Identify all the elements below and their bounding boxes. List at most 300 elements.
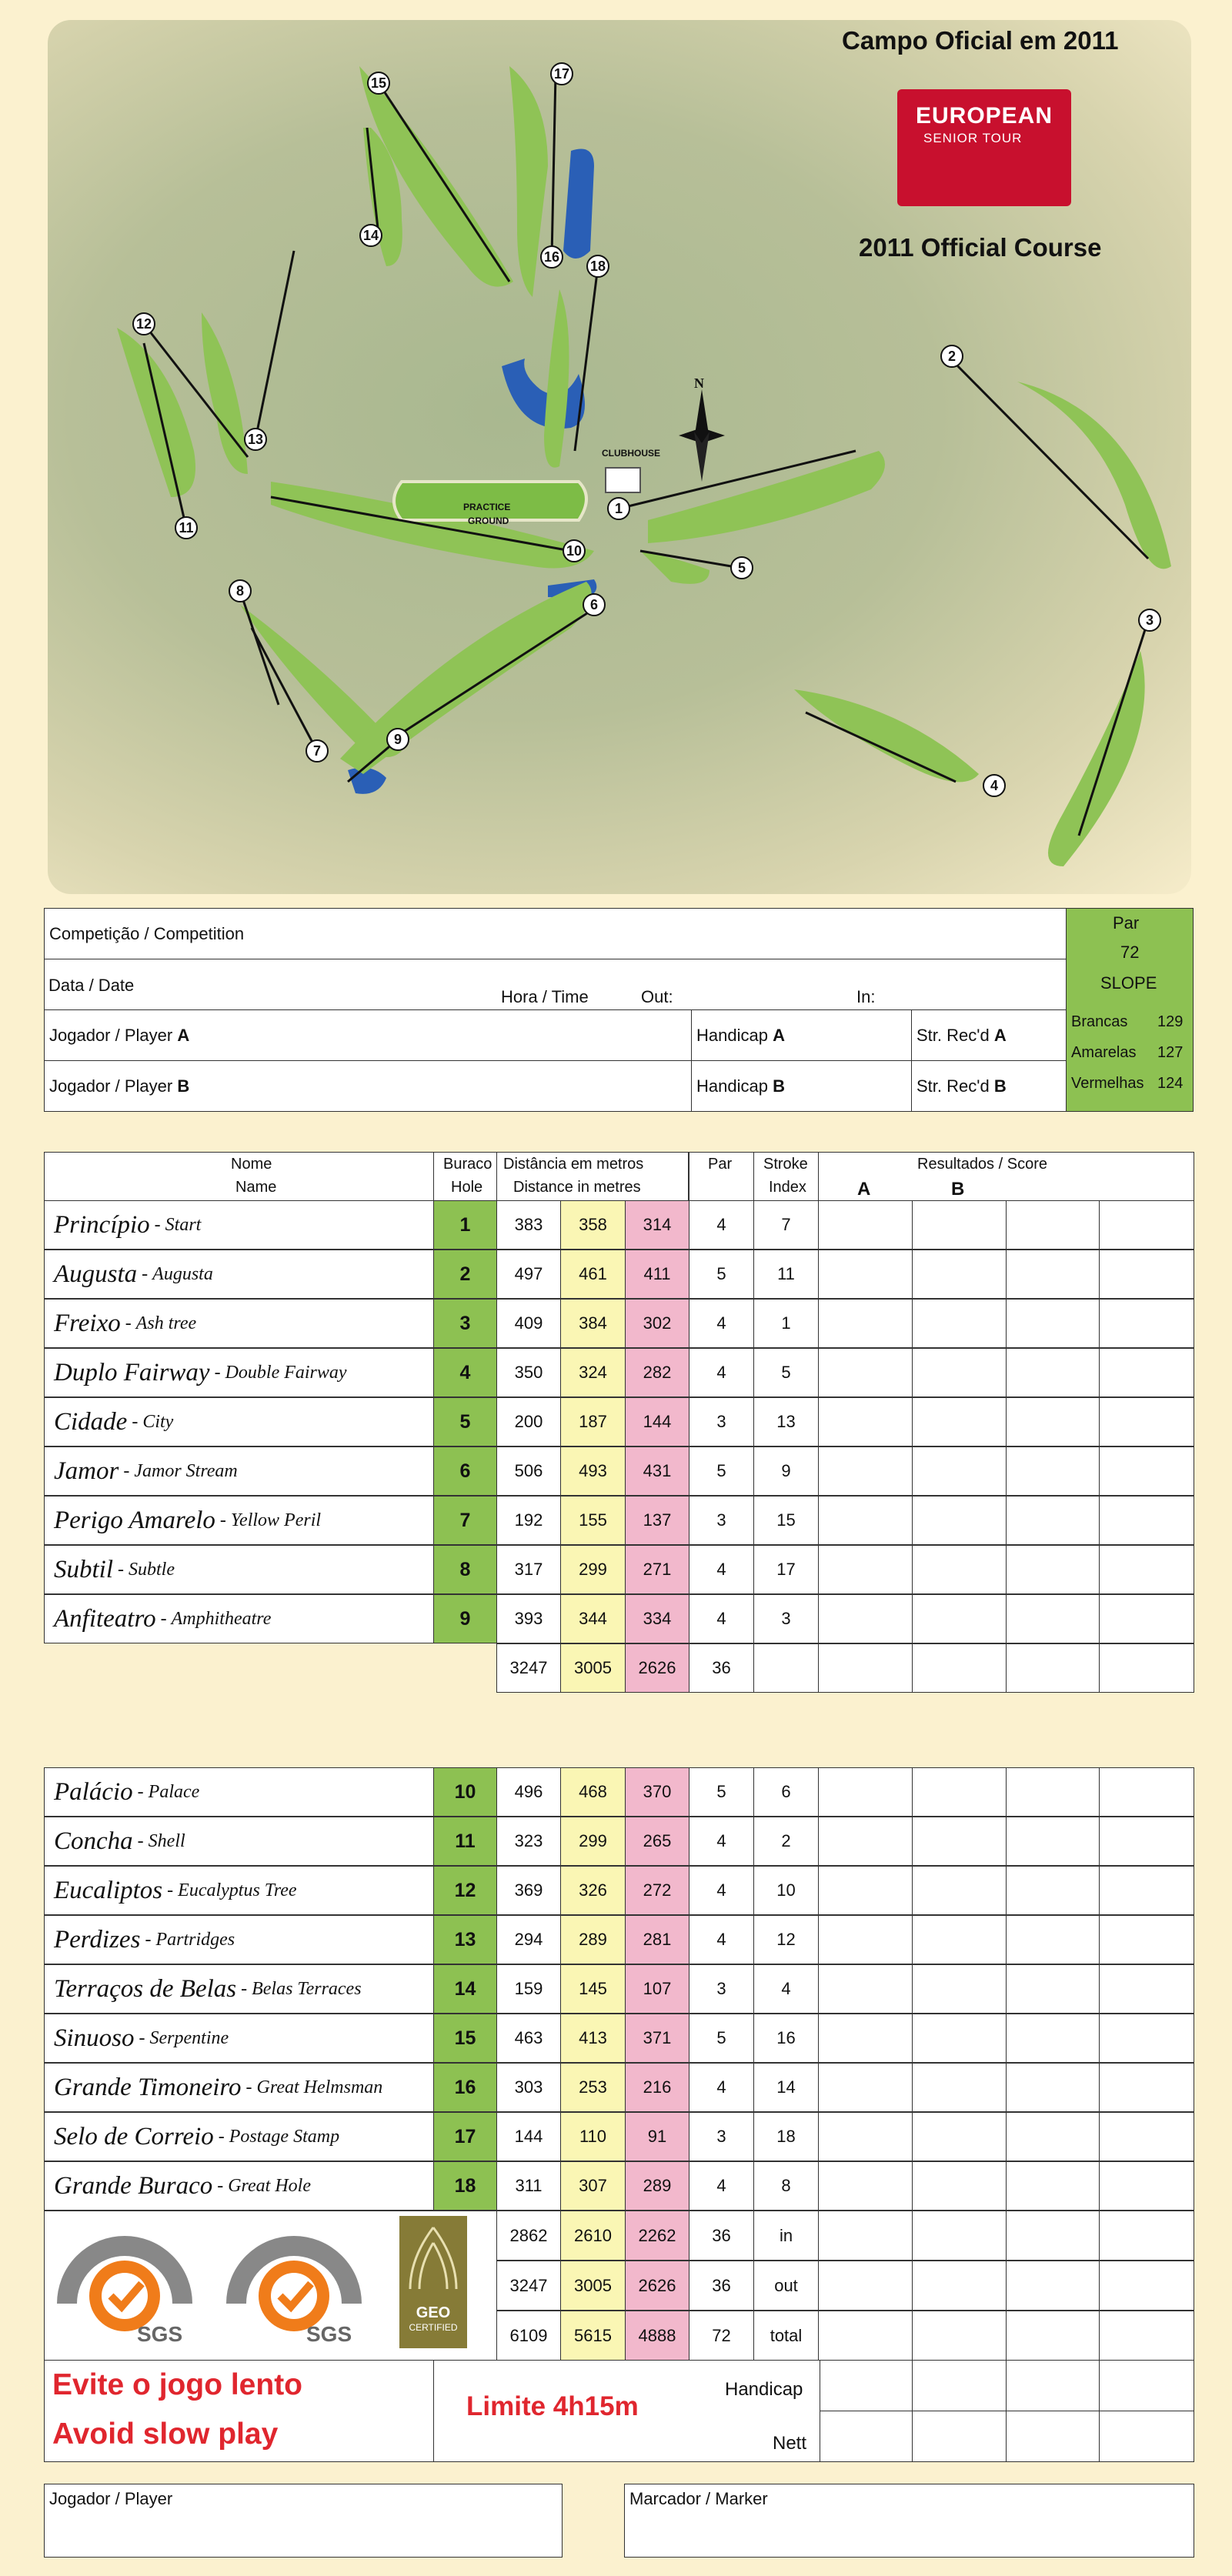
score-cell[interactable] (818, 1348, 913, 1397)
hole-name-separator: - (134, 2027, 150, 2048)
hole-name-en: Shell (148, 1830, 185, 1851)
score-cell[interactable] (818, 1866, 913, 1915)
score-cell[interactable] (1006, 2360, 1100, 2411)
hole-name-en: Augusta (152, 1263, 213, 1284)
fairway-4 (794, 689, 979, 782)
hole-marker: 2 (940, 345, 963, 368)
stroke-index: 10 (753, 1866, 819, 1915)
score-cell[interactable] (818, 2211, 913, 2261)
hole-par: 4 (689, 2063, 754, 2112)
strec-a-field[interactable]: Str. Rec'd A (911, 1009, 1067, 1061)
distance-red: 272 (625, 1866, 689, 1915)
stroke-index: 13 (753, 1397, 819, 1446)
hole-name (44, 1866, 434, 1915)
distance-yellow: 110 (560, 2112, 626, 2161)
slow-play-pt: Evite o jogo lento (52, 2368, 303, 2401)
header-label: Stroke (763, 1156, 808, 1173)
score-cell[interactable] (912, 1866, 1007, 1915)
distance-yellow: 413 (560, 2014, 626, 2063)
hole-marker: 6 (583, 593, 606, 616)
total-par: 36 (689, 1643, 754, 1693)
hole-name-pt: Sinuoso (54, 2024, 135, 2052)
score-cell[interactable] (1006, 2063, 1100, 2112)
slope-yellow-value: 127 (1157, 1044, 1184, 1061)
score-cell[interactable] (1006, 2112, 1100, 2161)
hole-par: 5 (689, 1250, 754, 1299)
stroke-index: 17 (753, 1545, 819, 1594)
total-yellow: 5615 (560, 2311, 626, 2361)
stroke-index: 7 (753, 1200, 819, 1250)
slope-yellow-name: Amarelas (1071, 1044, 1137, 1061)
score-cell[interactable] (1006, 1250, 1100, 1299)
distance-yellow: 307 (560, 2161, 626, 2211)
hole-name-en: Eucalyptus Tree (178, 1880, 297, 1900)
score-cell[interactable] (1099, 2311, 1194, 2361)
score-cell[interactable] (912, 1299, 1007, 1348)
score-cell[interactable] (912, 1964, 1007, 2014)
score-cell[interactable] (1006, 1545, 1100, 1594)
hole-marker: 16 (540, 245, 563, 269)
score-cell[interactable] (1006, 2161, 1100, 2211)
hole-par: 3 (689, 2112, 754, 2161)
distance-white: 369 (496, 1866, 561, 1915)
hole-name-en: Partridges (155, 1929, 235, 1950)
score-cell[interactable] (818, 1817, 913, 1866)
hole-name (44, 1200, 434, 1250)
score-cell[interactable] (912, 2411, 1007, 2462)
header-label: Distance in metres (513, 1179, 641, 1196)
score-cell[interactable] (912, 1545, 1007, 1594)
slow-play-en: Avoid slow play (52, 2418, 279, 2451)
score-cell[interactable] (912, 2211, 1007, 2261)
distance-white: 350 (496, 1348, 561, 1397)
score-cell[interactable] (1006, 1348, 1100, 1397)
stroke-index: 8 (753, 2161, 819, 2211)
score-cell[interactable] (912, 2112, 1007, 2161)
hole-name-separator: - (132, 1830, 149, 1851)
total-yellow: 3005 (560, 1643, 626, 1693)
hole-par: 4 (689, 1200, 754, 1250)
handicap-b-field[interactable]: Handicap B (691, 1060, 912, 1112)
hole-par: 5 (689, 2014, 754, 2063)
score-cell[interactable] (1099, 2211, 1194, 2261)
hole-name-pt: Eucaliptos (54, 1876, 163, 1904)
hole-name-separator: - (119, 1460, 135, 1481)
stroke-index: 11 (753, 1250, 819, 1299)
total-red: 2626 (625, 1643, 689, 1693)
hole-name-en: Start (165, 1214, 202, 1235)
hole-number: 12 (433, 1866, 497, 1915)
hole-name-separator: - (149, 1214, 165, 1235)
score-cell[interactable] (818, 2360, 913, 2411)
distance-yellow: 324 (560, 1348, 626, 1397)
score-cell[interactable] (818, 1496, 913, 1545)
distance-red: 216 (625, 2063, 689, 2112)
header-label: Nome (231, 1156, 272, 1173)
hole-name (44, 2063, 434, 2112)
distance-yellow: 145 (560, 1964, 626, 2014)
score-cell[interactable] (1006, 1496, 1100, 1545)
fairway-3 (1048, 651, 1145, 866)
score-cell[interactable] (912, 1767, 1007, 1817)
distance-red: 144 (625, 1397, 689, 1446)
header-label: Name (235, 1179, 277, 1196)
score-cell[interactable] (1099, 2360, 1194, 2411)
distance-red: 271 (625, 1545, 689, 1594)
score-cell[interactable] (912, 1915, 1007, 1964)
header-label: A (857, 1179, 871, 1200)
score-cell[interactable] (818, 2014, 913, 2063)
map-title-en: 2011 Official Course (859, 233, 1102, 262)
hole-number: 14 (433, 1964, 497, 2014)
score-cell[interactable] (818, 1446, 913, 1496)
distance-yellow: 155 (560, 1496, 626, 1545)
total-white: 6109 (496, 2311, 561, 2361)
score-cell[interactable] (818, 2261, 913, 2311)
pond-7 (348, 768, 386, 794)
score-cell[interactable] (1099, 2161, 1194, 2211)
distance-red: 334 (625, 1594, 689, 1643)
score-cell[interactable] (1099, 1397, 1194, 1446)
score-cell[interactable] (1006, 2014, 1100, 2063)
distance-yellow: 384 (560, 1299, 626, 1348)
total-red: 4888 (625, 2311, 689, 2361)
hole-name-en: Great Helmsman (256, 2077, 383, 2097)
hole-number: 8 (433, 1545, 497, 1594)
stroke-index: 9 (753, 1446, 819, 1496)
hole-name-en: City (142, 1411, 174, 1432)
distance-yellow: 187 (560, 1397, 626, 1446)
score-cell[interactable] (818, 2411, 913, 2462)
marker-signature-field[interactable]: Marcador / Marker (624, 2484, 1194, 2558)
score-cell[interactable] (1099, 1767, 1194, 1817)
score-cell[interactable] (1099, 1964, 1194, 2014)
fairway-9 (340, 582, 592, 774)
distance-yellow: 289 (560, 1915, 626, 1964)
hole-marker: 13 (244, 428, 267, 451)
hole-marker: 5 (730, 556, 753, 579)
distance-yellow: 299 (560, 1545, 626, 1594)
fairway-1 (648, 451, 885, 543)
score-cell[interactable] (912, 2161, 1007, 2211)
distance-red: 281 (625, 1915, 689, 1964)
distance-yellow: 326 (560, 1866, 626, 1915)
hole-number: 4 (433, 1348, 497, 1397)
stroke-index: 6 (753, 1767, 819, 1817)
distance-white: 506 (496, 1446, 561, 1496)
score-cell[interactable] (1006, 2211, 1100, 2261)
hole-name-pt: Palácio (54, 1777, 133, 1806)
hole-marker: 3 (1138, 609, 1161, 632)
hole-number: 11 (433, 1817, 497, 1866)
course-map (48, 20, 1191, 894)
score-cell[interactable] (912, 1446, 1007, 1496)
hole-number: 13 (433, 1915, 497, 1964)
hole-name-pt: Selo de Correio (54, 2122, 214, 2151)
hole-par: 4 (689, 1545, 754, 1594)
hole-number: 18 (433, 2161, 497, 2211)
score-cell[interactable] (1099, 2411, 1194, 2462)
distance-white: 496 (496, 1767, 561, 1817)
distance-white: 144 (496, 2112, 561, 2161)
score-cell[interactable] (912, 1397, 1007, 1446)
hole-name-en: Ash tree (135, 1313, 197, 1333)
score-cell[interactable] (1006, 2411, 1100, 2462)
distance-white: 303 (496, 2063, 561, 2112)
score-cell[interactable] (1099, 2261, 1194, 2311)
in-label: In: (856, 987, 876, 1006)
date-label: Data / Date (48, 976, 135, 995)
stroke-index: 16 (753, 2014, 819, 2063)
practice-ground (394, 482, 586, 520)
score-cell[interactable] (1006, 1817, 1100, 1866)
score-cell[interactable] (818, 2311, 913, 2361)
hole-name-separator: - (132, 1781, 149, 1802)
north-label: N (694, 375, 704, 391)
score-cell[interactable] (1099, 2063, 1194, 2112)
score-cell[interactable] (818, 1594, 913, 1643)
fairway-12 (117, 328, 195, 497)
practice-label-1: PRACTICE (463, 502, 511, 512)
lake-17 (563, 149, 594, 259)
geo-certified-logo: GEO CERTIFIED (399, 2216, 467, 2348)
hole-name-pt: Freixo (54, 1309, 121, 1337)
score-cell[interactable] (912, 2063, 1007, 2112)
score-cell[interactable] (818, 1964, 913, 2014)
hole-name (44, 1594, 434, 1643)
stroke-index: 14 (753, 2063, 819, 2112)
score-cell[interactable] (1006, 1866, 1100, 1915)
score-cell[interactable] (912, 1348, 1007, 1397)
limit-box (433, 2360, 820, 2462)
player-b-field[interactable]: Jogador / Player B (44, 1060, 692, 1112)
hole-marker: 12 (132, 312, 155, 335)
score-cell[interactable] (818, 1545, 913, 1594)
hole-name (44, 2112, 434, 2161)
strec-b-field[interactable]: Str. Rec'd B (911, 1060, 1067, 1112)
hole-marker: 8 (229, 579, 252, 602)
hole-par: 4 (689, 1866, 754, 1915)
score-cell[interactable] (1099, 2014, 1194, 2063)
hole-name-en: Jamor Stream (134, 1460, 238, 1481)
hole-name (44, 1250, 434, 1299)
score-cell[interactable] (1099, 1496, 1194, 1545)
hole-name (44, 1496, 434, 1545)
score-cell[interactable] (818, 1397, 913, 1446)
score-cell[interactable] (912, 1594, 1007, 1643)
hole-name-pt: Perigo Amarelo (54, 1506, 215, 1534)
distance-yellow: 468 (560, 1767, 626, 1817)
hole-name (44, 1545, 434, 1594)
competition-field[interactable]: Competição / Competition (44, 908, 1067, 959)
score-cell[interactable] (1099, 1446, 1194, 1496)
hole-number: 15 (433, 2014, 497, 2063)
distance-white: 159 (496, 1964, 561, 2014)
time-label: Hora / Time (501, 987, 589, 1006)
hole-marker: 11 (175, 516, 198, 539)
hole-name (44, 1915, 434, 1964)
distance-yellow: 358 (560, 1200, 626, 1250)
score-cell[interactable] (1099, 1545, 1194, 1594)
score-cell[interactable] (912, 1250, 1007, 1299)
stroke-index: 1 (753, 1299, 819, 1348)
hole-name-en: Amphitheatre (171, 1608, 272, 1629)
score-cell[interactable] (818, 1299, 913, 1348)
distance-red: 411 (625, 1250, 689, 1299)
clubhouse-label: CLUBHOUSE (602, 448, 661, 459)
score-cell[interactable] (912, 2261, 1007, 2311)
score-cell[interactable] (1099, 1915, 1194, 1964)
hole-name (44, 2014, 434, 2063)
stroke-index: 4 (753, 1964, 819, 2014)
hole-name (44, 1446, 434, 1496)
score-cell[interactable] (1006, 1767, 1100, 1817)
score-cell[interactable] (1006, 1397, 1100, 1446)
total-label: total (753, 2311, 819, 2361)
hole-name-pt: Grande Timoneiro (54, 2073, 242, 2101)
hole-number: 9 (433, 1594, 497, 1643)
hole-name (44, 1964, 434, 2014)
header-label: Resultados / Score (917, 1156, 1047, 1173)
score-cell[interactable] (1099, 1866, 1194, 1915)
score-cell[interactable] (1099, 1200, 1194, 1250)
distance-white: 294 (496, 1915, 561, 1964)
stroke-index: 2 (753, 1817, 819, 1866)
total-white: 3247 (496, 1643, 561, 1693)
score-cell[interactable] (1006, 1299, 1100, 1348)
hole-par: 3 (689, 1964, 754, 2014)
total-par: 36 (689, 2211, 754, 2261)
hole-marker: 17 (550, 62, 573, 85)
score-cell[interactable] (912, 1200, 1007, 1250)
distance-white: 409 (496, 1299, 561, 1348)
distance-red: 137 (625, 1496, 689, 1545)
hole-par: 4 (689, 1594, 754, 1643)
score-cell[interactable] (818, 1915, 913, 1964)
score-cell[interactable] (912, 2311, 1007, 2361)
hole-name-separator: - (140, 1929, 156, 1950)
distance-yellow: 493 (560, 1446, 626, 1496)
score-cell[interactable] (1099, 1299, 1194, 1348)
slope-red-value: 124 (1157, 1075, 1184, 1092)
header-label: Buraco (443, 1156, 492, 1173)
player-a-field[interactable]: Jogador / Player A (44, 1009, 692, 1061)
hole-number: 6 (433, 1446, 497, 1496)
hole-number: 1 (433, 1200, 497, 1250)
european-senior-tour-logo: EUROPEAN SENIOR TOUR (897, 89, 1071, 206)
hole-marker: 7 (305, 739, 329, 762)
hole-name-pt: Anfiteatro (54, 1604, 156, 1633)
hole-name-en: Subtle (129, 1559, 175, 1580)
score-cell[interactable] (912, 2014, 1007, 2063)
hole-marker: 18 (586, 255, 609, 278)
slope-label: SLOPE (1100, 973, 1157, 993)
score-cell[interactable] (1006, 1915, 1100, 1964)
score-cell[interactable] (1099, 1348, 1194, 1397)
distance-white: 463 (496, 2014, 561, 2063)
total-yellow: 3005 (560, 2261, 626, 2311)
score-cell[interactable] (1099, 2112, 1194, 2161)
distance-red: 371 (625, 2014, 689, 2063)
sgs-logo-2: SGS (225, 2219, 363, 2350)
hole-name (44, 1348, 434, 1397)
score-cell[interactable] (818, 2161, 913, 2211)
score-cell[interactable] (1006, 1643, 1100, 1693)
score-cell[interactable] (1099, 1817, 1194, 1866)
hole-name-pt: Subtil (54, 1555, 114, 1583)
distance-red: 431 (625, 1446, 689, 1496)
distance-white: 317 (496, 1545, 561, 1594)
header-label: Par (708, 1156, 733, 1173)
score-cell[interactable] (1006, 1446, 1100, 1496)
score-cell[interactable] (818, 1200, 913, 1250)
total-par: 72 (689, 2311, 754, 2361)
hole-name-en: Belas Terraces (252, 1978, 362, 1999)
score-cell[interactable] (1099, 1250, 1194, 1299)
score-cell[interactable] (1006, 1594, 1100, 1643)
score-cell[interactable] (818, 2112, 913, 2161)
distance-red: 91 (625, 2112, 689, 2161)
score-cell[interactable] (818, 1643, 913, 1693)
hole-name-pt: Perdizes (54, 1925, 141, 1954)
hole-par: 4 (689, 2161, 754, 2211)
score-cell[interactable] (912, 2360, 1007, 2411)
par-slope-box (1066, 908, 1194, 1112)
stroke-index: 15 (753, 1496, 819, 1545)
hole-name-en: Palace (148, 1781, 200, 1802)
score-cell[interactable] (818, 1250, 913, 1299)
distance-white: 323 (496, 1817, 561, 1866)
header-label: Index (769, 1179, 806, 1196)
handicap-a-field[interactable]: Handicap A (691, 1009, 912, 1061)
clubhouse-icon (606, 468, 640, 492)
player-signature-field[interactable]: Jogador / Player (44, 2484, 563, 2558)
score-cell[interactable] (1099, 1594, 1194, 1643)
hole-name-separator: - (120, 1313, 136, 1333)
total-red: 2262 (625, 2211, 689, 2261)
distance-red: 282 (625, 1348, 689, 1397)
distance-red: 107 (625, 1964, 689, 2014)
handicap-label: Handicap (725, 2379, 803, 2400)
score-cell[interactable] (818, 1767, 913, 1817)
score-cell[interactable] (1099, 1643, 1194, 1693)
hole-name-en: Postage Stamp (229, 2126, 340, 2147)
score-cell[interactable] (818, 2063, 913, 2112)
distance-red: 370 (625, 1767, 689, 1817)
score-cell[interactable] (912, 1643, 1007, 1693)
hole-name-pt: Augusta (54, 1260, 138, 1288)
distance-white: 311 (496, 2161, 561, 2211)
hole-number: 3 (433, 1299, 497, 1348)
hole-name-pt: Cidade (54, 1407, 128, 1436)
score-cell[interactable] (1006, 2261, 1100, 2311)
slow-play-box (44, 2360, 434, 2462)
score-cell[interactable] (1006, 1200, 1100, 1250)
hole-name-separator: - (127, 1411, 143, 1432)
hole-par: 3 (689, 1397, 754, 1446)
hole-name-separator: - (241, 2077, 257, 2097)
total-red: 2626 (625, 2261, 689, 2311)
hole-number: 7 (433, 1496, 497, 1545)
par-value: 72 (1120, 943, 1140, 962)
score-cell[interactable] (912, 1496, 1007, 1545)
score-cell[interactable] (1006, 1964, 1100, 2014)
score-cell[interactable] (912, 1817, 1007, 1866)
hole-name (44, 1767, 434, 1817)
hole-name-separator: - (162, 1880, 179, 1900)
score-cell[interactable] (1006, 2311, 1100, 2361)
fairway-18 (544, 289, 569, 468)
